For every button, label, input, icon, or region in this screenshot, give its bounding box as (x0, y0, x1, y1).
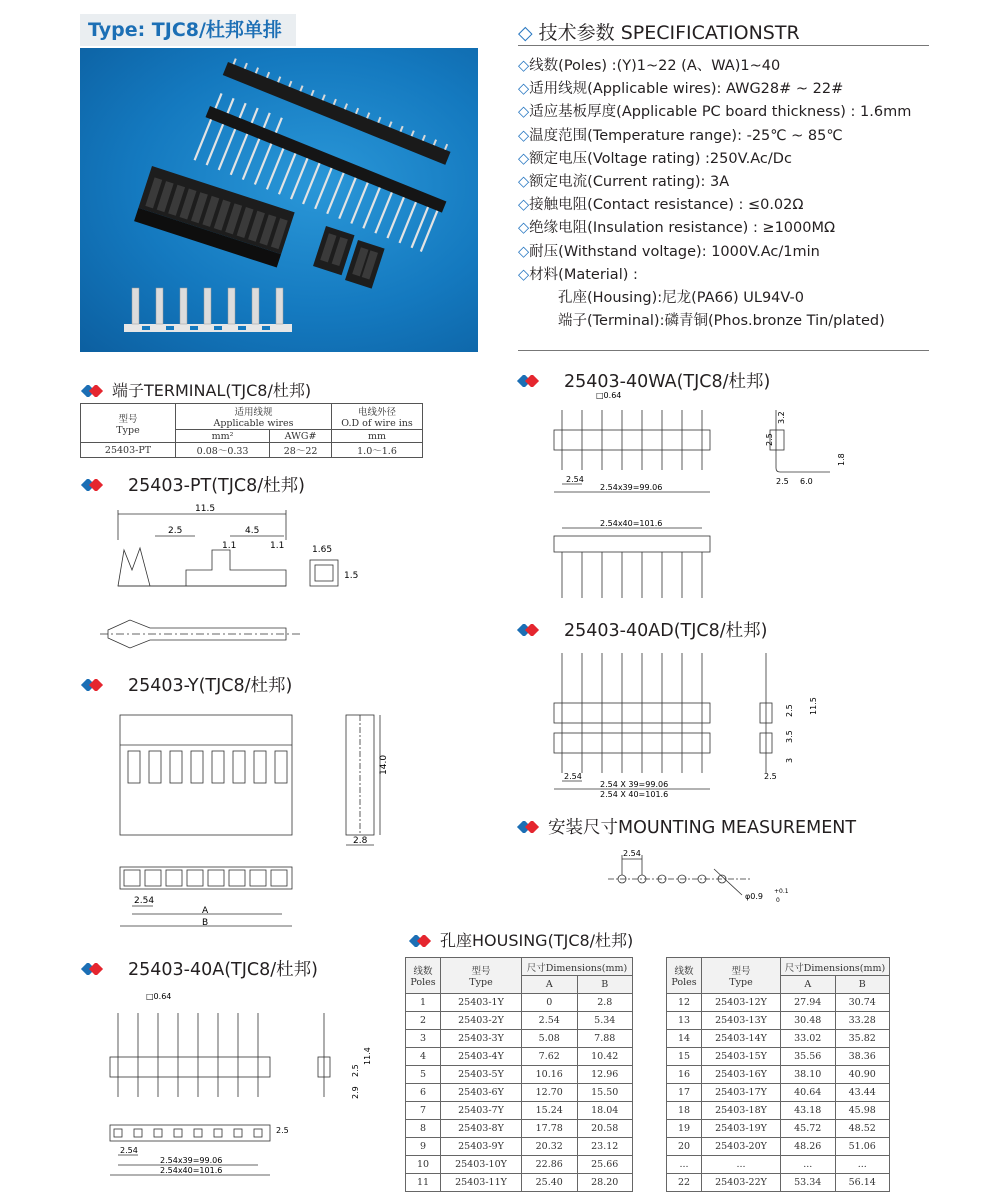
diamond-marker-icon (80, 676, 104, 696)
svg-text:2.54: 2.54 (120, 1146, 138, 1155)
table-cell: 48.52 (835, 1120, 890, 1138)
diamond-marker-icon (408, 932, 432, 951)
table-cell: 25403-3Y (441, 1030, 522, 1048)
table-cell: 25403-13Y (702, 1012, 781, 1030)
table-cell: 12 (667, 994, 702, 1012)
table-row (667, 1048, 890, 1066)
table-cell: 7.62 (522, 1048, 578, 1066)
table-cell: 10.42 (577, 1048, 633, 1066)
table-cell: 45.98 (835, 1102, 890, 1120)
table-cell: 25403-17Y (702, 1084, 781, 1102)
table-cell: 0 (522, 994, 578, 1012)
spec-item: ◇接触电阻(Contact resistance) : ≤0.02Ω (518, 197, 804, 214)
table-cell: 10.16 (522, 1066, 578, 1084)
table-cell: 19 (667, 1120, 702, 1138)
ad40-section-title: 25403-40AD(TJC8/杜邦) (516, 617, 767, 642)
svg-text:2.5: 2.5 (776, 477, 789, 486)
svg-text:2.54: 2.54 (566, 475, 584, 484)
table-cell: 23.12 (577, 1138, 633, 1156)
table-cell: 18.04 (577, 1102, 633, 1120)
table-cell: 33.02 (781, 1030, 836, 1048)
diamond-outline-icon: ◇ (518, 22, 533, 44)
table-cell: 25.40 (522, 1174, 578, 1192)
pt-drawing (100, 500, 360, 660)
svg-text:2.9: 2.9 (351, 1086, 360, 1099)
table-cell: 25403-15Y (702, 1048, 781, 1066)
table-cell: 25403-7Y (441, 1102, 522, 1120)
table-cell: 12.70 (522, 1084, 578, 1102)
table-row (667, 994, 890, 1012)
svg-text:11.4: 11.4 (363, 1047, 372, 1065)
table-row (406, 1138, 633, 1156)
spec-item: ◇绝缘电阻(Insulation resistance) : ≥1000MΩ (518, 220, 836, 237)
svg-text:11.5: 11.5 (809, 697, 818, 715)
table-row (667, 1030, 890, 1048)
table-cell: 25403-6Y (441, 1084, 522, 1102)
table-cell: 7 (406, 1102, 441, 1120)
svg-text:2.54x40=101.6: 2.54x40=101.6 (600, 519, 663, 528)
table-cell: 25403-2Y (441, 1012, 522, 1030)
svg-text:2.54x39=99.06: 2.54x39=99.06 (160, 1156, 223, 1165)
table-cell: 2.8 (577, 994, 633, 1012)
table-cell: 48.26 (781, 1138, 836, 1156)
table-row (406, 994, 633, 1012)
table-cell: 2 (406, 1012, 441, 1030)
diamond-marker-icon (516, 621, 540, 641)
spec-title (518, 18, 800, 45)
table-cell: 25403-18Y (702, 1102, 781, 1120)
housing-table-right: 线数 Poles 型号 Type 尺寸Dimensions(mm) A B 12 25403-12Y 27.94 30.74 13 25403-13Y 30.48 33.28 14 25403-14Y 33.02 35.82 15 25403-15Y 35.56 38.36 16 25403-16Y 38.10 40.90 17 25403-17Y 40.64 43.44 18 25403-18Y 43.18 45.98 19 25403-19Y 45.72 48.52 20 25403-20Y 48.26 51.06 ... ... ... ... 22 25403-22Y 53.34 56.14 (666, 957, 890, 1192)
housing-table-left: 线数 Poles 型号 Type 尺寸Dimensions(mm) A B 1 25403-1Y 0 2.8 2 25403-2Y 2.54 5.34 3 25403-3Y 5.08 7.88 4 25403-4Y 7.62 10.42 5 25403-5Y 10.16 12.96 6 25403-6Y 12.70 15.50 7 25403-7Y 15.24 18.04 8 25403-8Y 17.78 20.58 9 25403-9Y 20.32 23.12 10 25403-10Y 22.86 25.66 11 25403-11Y 25.40 28.20 (405, 957, 633, 1192)
table-cell: 2.54 (522, 1012, 578, 1030)
svg-text:1.1: 1.1 (270, 541, 285, 551)
svg-text:14.0: 14.0 (379, 754, 389, 775)
table-row (667, 1066, 890, 1084)
spec-item: ◇材料(Material) : (518, 266, 638, 283)
table-cell: ... (781, 1156, 836, 1174)
svg-text:0: 0 (776, 897, 780, 904)
svg-text:A: A (202, 906, 209, 916)
table-cell: 6 (406, 1084, 441, 1102)
table-cell: 15 (667, 1048, 702, 1066)
table-cell: 5 (406, 1066, 441, 1084)
svg-text:□0.64: □0.64 (146, 992, 172, 1001)
table-cell: 25403-20Y (702, 1138, 781, 1156)
table-row (406, 1156, 633, 1174)
table-cell: 27.94 (781, 994, 836, 1012)
diamond-marker-icon (516, 372, 540, 392)
table-cell: 38.10 (781, 1066, 836, 1084)
table-cell: ... (702, 1156, 781, 1174)
table-cell: 17 (667, 1084, 702, 1102)
spec-item: ◇额定电压(Voltage rating) :250V.Ac/Dc (518, 150, 792, 167)
wa40-section-title: 25403-40WA(TJC8/杜邦) (516, 368, 770, 393)
table-cell: 22.86 (522, 1156, 578, 1174)
diamond-marker-icon (80, 382, 104, 401)
table-cell: 14 (667, 1030, 702, 1048)
table-cell: 25403-10Y (441, 1156, 522, 1174)
table-cell: 20.32 (522, 1138, 578, 1156)
table-cell: 35.82 (835, 1030, 890, 1048)
table-cell: 25403-12Y (702, 994, 781, 1012)
table-cell: 13 (667, 1012, 702, 1030)
svg-text:2.8: 2.8 (353, 836, 368, 846)
table-cell: 17.78 (522, 1120, 578, 1138)
diamond-marker-icon (80, 476, 104, 496)
table-cell: 30.74 (835, 994, 890, 1012)
terminal-section-title: 端子TERMINAL(TJC8/杜邦) (80, 378, 311, 401)
svg-text:2.5: 2.5 (168, 526, 183, 536)
mount-section-title: 安装尺寸MOUNTING MEASUREMENT (516, 814, 856, 839)
wa40-drawing (540, 388, 860, 608)
table-cell: 3 (406, 1030, 441, 1048)
table-row (406, 1066, 633, 1084)
terminal-table: 型号 Type 适用线规 Applicable wires 电线外径 O.D of wire ins mm² AWG# mm 25403-PT 0.08～0.33 28～22 1.0～1.6 (80, 403, 423, 458)
svg-text:2.5: 2.5 (764, 772, 777, 781)
mount-drawing (600, 845, 800, 910)
svg-text:3.5: 3.5 (785, 730, 794, 743)
table-cell: 40.64 (781, 1084, 836, 1102)
table-cell: ... (835, 1156, 890, 1174)
table-cell: 25403-8Y (441, 1120, 522, 1138)
table-cell: 12.96 (577, 1066, 633, 1084)
table-row (667, 1138, 890, 1156)
table-row (667, 1012, 890, 1030)
table-row (406, 1084, 633, 1102)
svg-text:□0.64: □0.64 (596, 391, 622, 400)
type-badge: Type: TJC8/杜邦单排 (80, 14, 296, 46)
pt-section-title: 25403-PT(TJC8/杜邦) (80, 472, 305, 497)
svg-text:2.54: 2.54 (134, 896, 155, 906)
svg-text:2.5: 2.5 (351, 1064, 360, 1077)
svg-text:1.65: 1.65 (312, 545, 333, 555)
spec-item: ◇适用线规(Applicable wires): AWG28# ~ 22# (518, 81, 844, 98)
table-row (406, 1012, 633, 1030)
svg-text:11.5: 11.5 (195, 504, 216, 514)
svg-text:2.5: 2.5 (276, 1126, 289, 1135)
svg-text:2.54x40=101.6: 2.54x40=101.6 (160, 1166, 223, 1175)
table-cell: 10 (406, 1156, 441, 1174)
product-photo (80, 48, 478, 352)
a40-drawing (100, 985, 380, 1185)
spec-material-housing: 孔座(Housing):尼龙(PA66) UL94V-0 (558, 290, 804, 307)
spec-item: ◇耐压(Withstand voltage): 1000V.Ac/1min (518, 243, 820, 260)
svg-text:6.0: 6.0 (800, 477, 813, 486)
svg-text:2.5: 2.5 (785, 704, 794, 717)
table-cell: 11 (406, 1174, 441, 1192)
spec-item: ◇线数(Poles) :(Y)1~22 (A、WA)1~40 (518, 58, 781, 74)
svg-text:+0.1: +0.1 (774, 888, 789, 895)
table-cell: 33.28 (835, 1012, 890, 1030)
table-row (406, 1120, 633, 1138)
svg-text:2.54 X 39=99.06: 2.54 X 39=99.06 (600, 780, 669, 789)
table-cell: 53.34 (781, 1174, 836, 1192)
svg-text:φ0.9: φ0.9 (745, 892, 763, 901)
table-row (667, 1174, 890, 1192)
table-cell: 25403-11Y (441, 1174, 522, 1192)
table-row (406, 1174, 633, 1192)
table-row (667, 1084, 890, 1102)
table-cell: 43.18 (781, 1102, 836, 1120)
diamond-marker-icon (516, 818, 540, 838)
table-cell: 51.06 (835, 1138, 890, 1156)
table-cell: 9 (406, 1138, 441, 1156)
table-cell: 38.36 (835, 1048, 890, 1066)
table-row (667, 1102, 890, 1120)
table-cell: 25403-9Y (441, 1138, 522, 1156)
svg-text:2.54x39=99.06: 2.54x39=99.06 (600, 483, 663, 492)
spec-material-terminal: 端子(Terminal):磷青铜(Phos.bronze Tin/plated) (558, 313, 885, 330)
table-cell: 25403-16Y (702, 1066, 781, 1084)
y-drawing (110, 705, 410, 935)
svg-text:1.1: 1.1 (222, 541, 237, 551)
table-cell: 22 (667, 1174, 702, 1192)
svg-text:1.5: 1.5 (344, 571, 359, 581)
diamond-marker-icon (80, 960, 104, 980)
table-cell: 16 (667, 1066, 702, 1084)
y-section-title: 25403-Y(TJC8/杜邦) (80, 672, 292, 697)
svg-text:2.54 X 40=101.6: 2.54 X 40=101.6 (600, 790, 669, 799)
table-cell: 25.66 (577, 1156, 633, 1174)
table-cell: 40.90 (835, 1066, 890, 1084)
table-cell: 30.48 (781, 1012, 836, 1030)
spec-item: ◇额定电流(Current rating): 3A (518, 174, 730, 191)
table-cell: 1 (406, 994, 441, 1012)
table-cell: 5.34 (577, 1012, 633, 1030)
spec-divider-bottom (518, 350, 929, 351)
table-cell: 35.56 (781, 1048, 836, 1066)
svg-text:3: 3 (785, 757, 794, 763)
spec-divider (518, 45, 929, 46)
table-cell: 25403-22Y (702, 1174, 781, 1192)
svg-text:2.54: 2.54 (623, 849, 641, 858)
table-cell: 18 (667, 1102, 702, 1120)
table-cell: 20 (667, 1138, 702, 1156)
table-cell: 25403-14Y (702, 1030, 781, 1048)
table-cell: 5.08 (522, 1030, 578, 1048)
table-row (667, 1156, 890, 1174)
svg-text:2.54: 2.54 (564, 772, 582, 781)
ad40-drawing (540, 645, 840, 800)
spec-list (518, 55, 911, 333)
table-cell: 8 (406, 1120, 441, 1138)
table-row (406, 1102, 633, 1120)
table-cell: 15.24 (522, 1102, 578, 1120)
table-cell: ... (667, 1156, 702, 1174)
svg-text:2.5: 2.5 (765, 433, 774, 446)
housing-section-title: 孔座HOUSING(TJC8/杜邦) (408, 928, 633, 951)
table-cell: 25403-5Y (441, 1066, 522, 1084)
table-cell: 20.58 (577, 1120, 633, 1138)
table-cell: 45.72 (781, 1120, 836, 1138)
table-cell: 15.50 (577, 1084, 633, 1102)
table-cell: 43.44 (835, 1084, 890, 1102)
table-cell: 25403-1Y (441, 994, 522, 1012)
svg-text:B: B (202, 918, 209, 928)
table-cell: 28.20 (577, 1174, 633, 1192)
table-cell: 56.14 (835, 1174, 890, 1192)
table-row (667, 1120, 890, 1138)
table-cell: 25403-19Y (702, 1120, 781, 1138)
table-cell: 4 (406, 1048, 441, 1066)
a40-section-title: 25403-40A(TJC8/杜邦) (80, 956, 318, 981)
spec-item: ◇温度范围(Temperature range): -25℃ ~ 85℃ (518, 127, 843, 144)
table-row (406, 1030, 633, 1048)
svg-text:1.8: 1.8 (837, 453, 846, 466)
table-row (406, 1048, 633, 1066)
svg-text:3.2: 3.2 (777, 411, 786, 424)
spec-item: ◇适应基板厚度(Applicable PC board thickness) : 1.6mm (518, 104, 912, 121)
svg-text:4.5: 4.5 (245, 526, 260, 536)
spec-title-text: 技术参数 SPECIFICATIONSTR (538, 22, 800, 44)
table-cell: 7.88 (577, 1030, 633, 1048)
table-cell: 25403-4Y (441, 1048, 522, 1066)
